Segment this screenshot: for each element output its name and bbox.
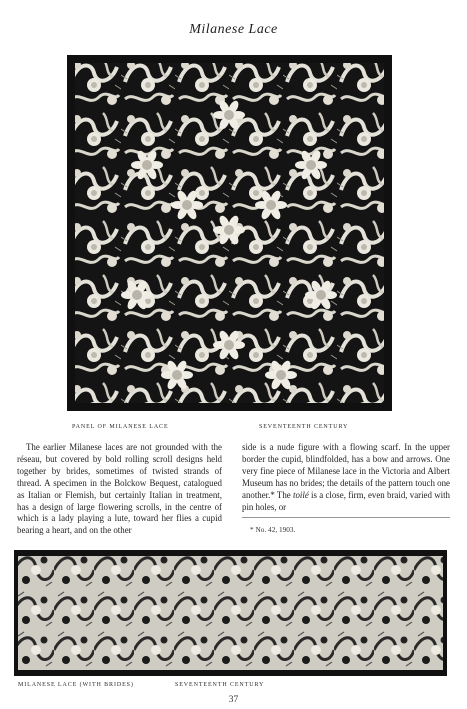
rosette-center	[224, 110, 234, 120]
page-number: 37	[228, 695, 239, 705]
rosette-center	[224, 225, 234, 235]
right-text-part1: side is a nude figure with a flowing scarf. In the upper border the cupid, blindfolded, has a bow and arrows. One very fine piece of Milanese lace in the Victoria and Albert Museum has no brides; the details of the pattern touch one another.* The	[242, 442, 450, 500]
footnote-rule	[242, 517, 450, 518]
rosette-center	[276, 370, 286, 380]
rosette-center	[142, 160, 152, 170]
lace-band-image	[14, 550, 447, 676]
footnote: * No. 42, 1903.	[250, 525, 296, 534]
page-title: Milanese Lace	[189, 22, 278, 37]
rosette-center	[224, 340, 234, 350]
figure-caption-left: PANEL OF MILANESE LACE	[72, 424, 169, 430]
rosette-center	[132, 290, 142, 300]
body-right-column	[242, 442, 450, 513]
lace-band-drawing	[14, 550, 447, 676]
lace-panel-image	[67, 55, 392, 411]
figure-caption-right: SEVENTEENTH CENTURY	[259, 424, 349, 430]
rosette-center	[306, 160, 316, 170]
rosette-center	[182, 200, 192, 210]
band-caption-left: MILANESE LACE (WITH BRIDES)	[18, 682, 134, 688]
rosette-center	[266, 200, 276, 210]
body-paragraph-left: The earlier Milanese laces are not grounded with the réseau, but covered by bold rolling scroll designs held together by brides, sometimes of twisted strands of thread. A specimen in the Bolckow Bequest, catalogued as Italian or Flemish, but certainly Italian in treatment, has a design of large flowering scrolls, in the centre of which is a lady playing a lute, toward her flies a cupid bearing a heart, and on the other	[17, 442, 222, 536]
body-paragraph-right	[242, 442, 450, 513]
rosette-center	[172, 370, 182, 380]
rosette-center	[316, 290, 326, 300]
toile-word: toilé	[292, 489, 309, 500]
body-left-column	[17, 442, 222, 537]
lace-panel-drawing	[67, 55, 392, 411]
band-caption-right: SEVENTEENTH CENTURY	[175, 682, 265, 688]
right-text-part2: is a close, firm, even braid, varied with pin holes, or	[242, 489, 450, 512]
